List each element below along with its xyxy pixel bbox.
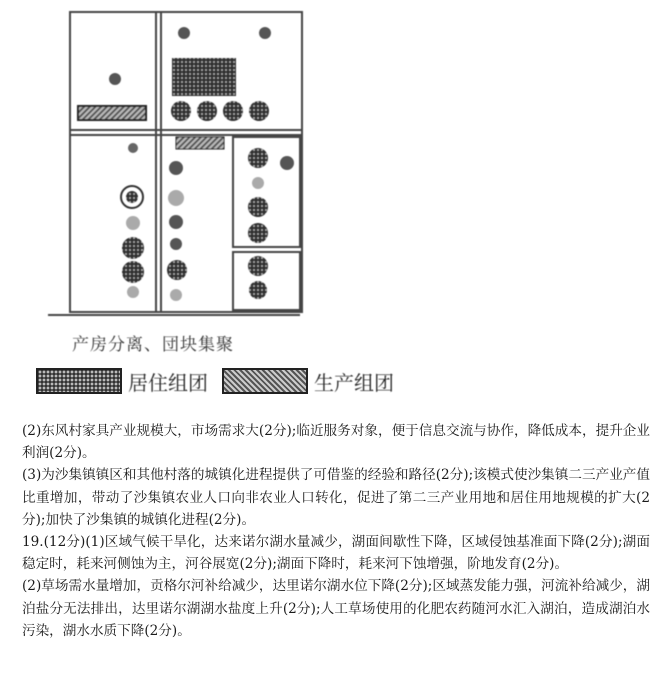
building-circle — [167, 260, 187, 280]
building-circle — [169, 215, 183, 229]
building-circle — [280, 156, 294, 170]
building-circle — [122, 237, 144, 259]
building-circle — [126, 216, 140, 230]
building-circle — [171, 101, 191, 121]
legend-label-production: 生产组团 — [314, 370, 394, 395]
answer-paragraph: (2)东风村家具产业规模大，市场需求大(2分);临近服务对象，便于信息交流与协作，降低成本，提升企业利润(2分)。 — [22, 423, 650, 462]
answer-paragraph: (3)为沙集镇镇区和其他村落的城镇化进程提供了可借鉴的经验和路径(2分);该模式使沙集镇二三产业产值比重增加，带动了沙集镇农业人口向非农业人口转化，促进了第二三产业用地和居住用地规模的扩大(2分);加快了沙集镇的城镇化进程(2分)。 — [22, 467, 650, 528]
building-circle — [109, 73, 121, 85]
production-zone — [176, 137, 224, 149]
plot-block — [233, 252, 300, 310]
legend-label-residential: 居住组团 — [128, 370, 208, 395]
residential-zone — [172, 58, 236, 96]
building-circle — [249, 281, 267, 299]
residential-pattern-icon — [36, 368, 122, 394]
building-circle — [169, 161, 183, 175]
building-circle — [122, 261, 144, 283]
building-circle — [170, 289, 182, 301]
building-circle — [178, 27, 190, 39]
production-pattern-icon — [222, 368, 308, 394]
building-circle — [223, 101, 243, 121]
building-circle — [248, 148, 268, 168]
building-circle — [259, 27, 271, 39]
building-circle — [168, 190, 184, 206]
building-circle — [248, 223, 268, 243]
building-circle — [127, 286, 139, 298]
building-circle — [252, 177, 264, 189]
building-circle — [249, 101, 269, 121]
answer-paragraph: 19.(12分)(1)区域气候干旱化，达来诺尔湖水量减少，湖面间歇性下降，区域侵蚀基准面下降(2分);湖面稳定时，耗来河侧蚀为主，河谷展宽(2分);湖面下降时，耗来河下蚀增强，阶地发育(2分)。 — [22, 534, 650, 573]
well-icon — [126, 191, 138, 203]
building-circle — [197, 101, 217, 121]
figure-caption: 产房分离、団块集聚 — [72, 335, 234, 355]
answer-paragraph: (2)草场需水量增加，贡格尔河补给减少，达里诺尔湖水位下降(2分);区域蒸发能力强，河流补给减少，湖泊盐分无法排出，达里诺尔湖湖水盐度上升(2分);人工草场使用的化肥农药随河水汇入湖泊，造成湖泊水污染，湖水水质下降(2分)。 — [22, 578, 650, 639]
building-circle — [248, 197, 268, 217]
answer-text — [22, 420, 650, 642]
building-circle — [170, 238, 182, 250]
figure-legend — [36, 364, 408, 398]
production-zone — [78, 106, 146, 120]
building-circle — [248, 256, 268, 276]
building-circle — [128, 143, 138, 153]
